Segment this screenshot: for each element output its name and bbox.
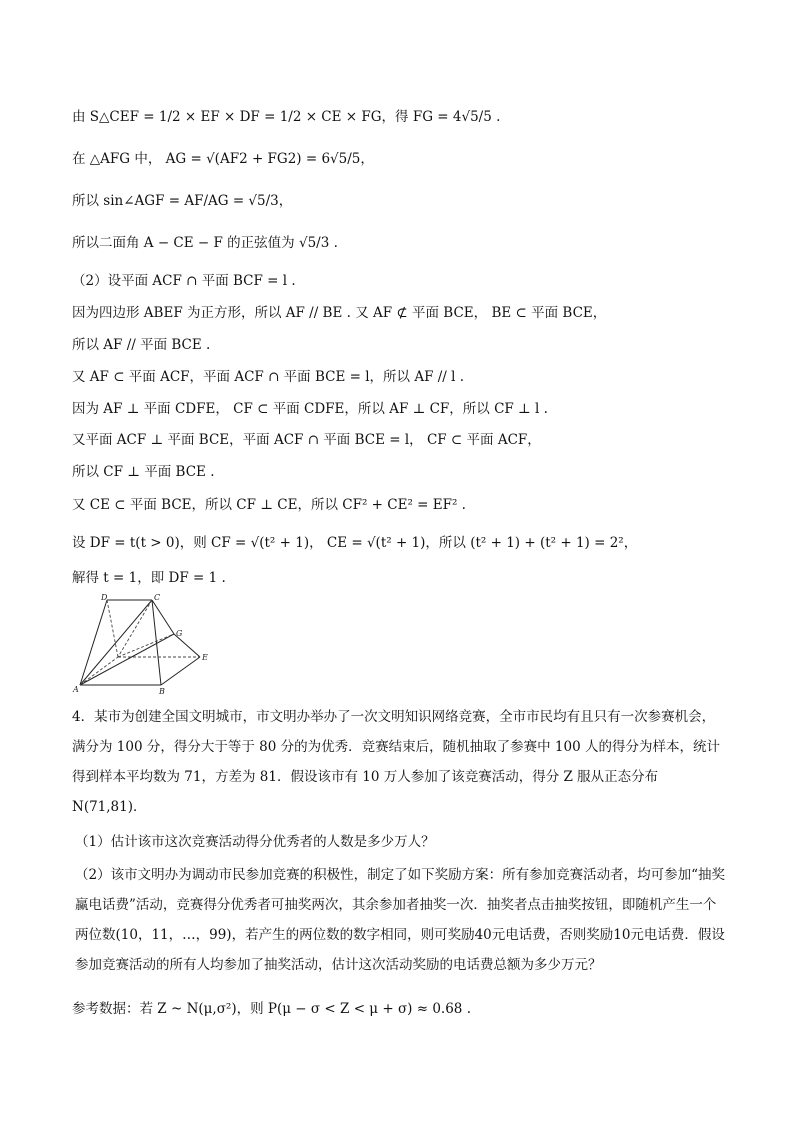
edge-FG [118, 634, 174, 657]
edge-CA [80, 600, 152, 685]
edge-CB [152, 600, 161, 685]
label-E: E [202, 653, 208, 662]
solution-line-10: 又平面 ACF ⊥ 平面 BCE，平面 ACF ∩ 平面 BCE = l， CF ⊂ 平面 ACF， [72, 432, 541, 448]
solution-line-11: 所以 CF ⊥ 平面 BCE . [72, 464, 215, 480]
solution-line-13: 设 DF = t(t > 0)，则 CF = √(t² + 1)， CE = √(t² + 1)，所以 (t² + 1) + (t² + 1) = 2²， [72, 535, 638, 551]
solution-line-9: 因为 AF ⊥ 平面 CDFE， CF ⊂ 平面 CDFE，所以 AF ⊥ CF，所以 CF ⊥ l . [72, 401, 548, 417]
edge-BE [161, 657, 200, 685]
solution-line-4: 所以二面角 A − CE − F 的正弦值为 √5/3 . [72, 235, 338, 251]
solution-line-5: （2）设平面 ACF ∩ 平面 BCF = l . [72, 273, 296, 289]
edge-DF [107, 600, 118, 657]
solution-line-14: 解得 t = 1，即 DF = 1 . [72, 570, 226, 586]
problem-4-question-1: （1）估计该市这次竞赛活动得分优秀者的人数是多少万人？ [75, 834, 435, 850]
solution-line-2: 在 △AFG 中， AG = √(AF2 + FG2) = 6√5/5， [72, 151, 374, 167]
label-C: C [154, 593, 161, 602]
label-D: D [101, 593, 108, 602]
edge-AF [80, 657, 118, 685]
solution-line-12: 又 CE ⊂ 平面 BCE，所以 CF ⊥ CE，所以 CF² + CE² = EF² . [72, 497, 466, 513]
solution-line-3: 所以 sin∠AGF = AF/AG = √5/3， [72, 193, 293, 209]
geometry-figure [70, 592, 210, 696]
solution-line-6: 因为四边形 ABEF 为正方形，所以 AF // BE . 又 AF ⊄ 平面 BCE， BE ⊂ 平面 BCE， [72, 305, 607, 321]
label-G: G [176, 629, 183, 638]
problem-4-stem: 4．某市为创建全国文明城市，市文明办举办了一次文明知识网络竞赛，全市市民均有且只有一次参赛机会，满分为 100 分，得分大于等于 80 分的为优秀．竞赛结束后，随机抽取了参赛中 100 人的得分为样本，统计得到样本平均数为 71，方差为 81．假设该市有 10 万人参加了该竞赛活动，得分 Z 服从正态分布 N(71,81)． [72, 709, 720, 815]
solution-line-1: 由 S△CEF = 1/2 × EF × DF = 1/2 × CE × FG，得 FG = 4√5/5 . [72, 109, 501, 125]
label-A: A [73, 685, 79, 694]
solution-line-8: 又 AF ⊂ 平面 ACF，平面 ACF ∩ 平面 BCE = l，所以 AF // l . [72, 369, 465, 385]
problem-4-question-2: （2）该市文明办为调动市民参加竞赛的积极性，制定了如下奖励方案：所有参加竞赛活动者，均可参加“抽奖赢电话费”活动，竞赛得分优秀者可抽奖两次，其余参加者抽奖一次．抽奖者点击抽奖按钮，即随机产生一个两位数(10，11，…，99)，若产生的两位数的数字相同，则可奖励40元电话费，否则奖励10元电话费．假设参加竞赛活动的所有人均参加了抽奖活动，估计这次活动奖励的电话费总额为多少万元？ [75, 867, 725, 973]
problem-4-reference-data: 参考数据：若 Z ~ N(μ,σ²)，则 P(μ − σ < Z < μ + σ) ≈ 0.68 . [72, 1001, 471, 1017]
label-B: B [159, 687, 165, 696]
solution-line-7: 所以 AF // 平面 BCE . [72, 337, 211, 353]
